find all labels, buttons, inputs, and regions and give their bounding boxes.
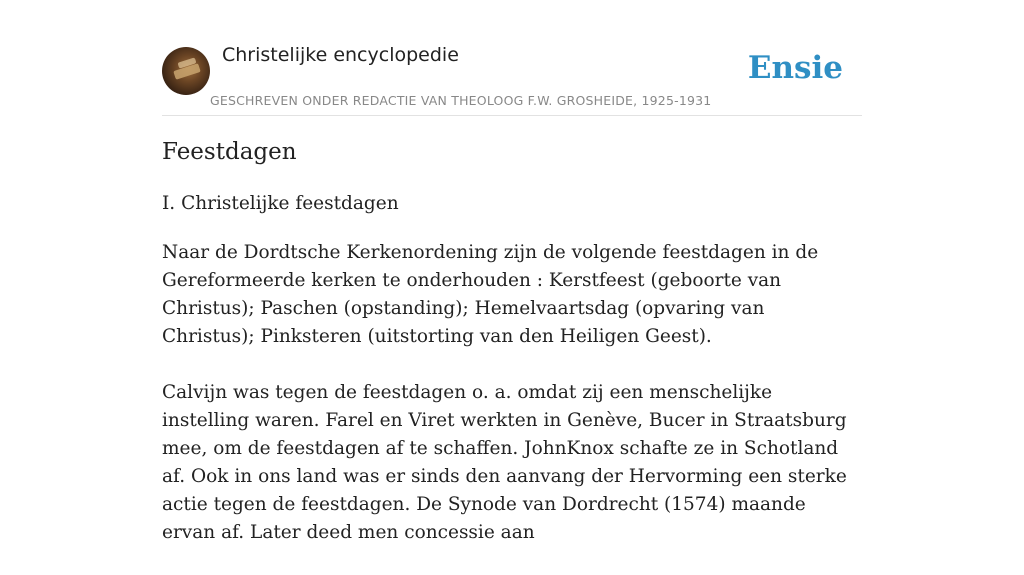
site-subtitle: GESCHREVEN ONDER REDACTIE VAN THEOLOOG F.W. GROSHEIDE, 1925-1931 [210, 93, 712, 108]
article-paragraph: Calvijn was tegen de feestdagen o. a. omdat zij een menschelijke instelling waren. Farel en Viret werkten in Genève, Bucer in Straatsburg mee, om de feestdagen af te schaffen. JohnKnox schafte ze in Schotland af. Ook in ons land was er sinds den aanvang der Hervorming een sterke actie tegen de feestdagen. De Synode van Dordrecht (1574) maande ervan af. Later deed men concessie aan [162, 382, 847, 543]
header-divider [162, 115, 862, 116]
article-paragraph: Naar de Dordtsche Kerkenordening zijn de volgende feestdagen in de Gereformeerde kerken te onderhouden : Kerstfeest (geboorte van Christus); Paschen (opstanding); Hemelvaartsdag (opvaring van Christus); Pinksteren (uitstorting van den Heiligen Geest). [162, 242, 819, 347]
article-body [162, 239, 862, 575]
site-avatar[interactable] [162, 47, 210, 95]
section-heading: I. Christelijke feestdagen [162, 193, 399, 214]
ensie-logo[interactable]: Ensie [747, 50, 843, 86]
article-title: Feestdagen [162, 139, 297, 165]
site-title[interactable]: Christelijke encyclopedie [222, 44, 459, 66]
